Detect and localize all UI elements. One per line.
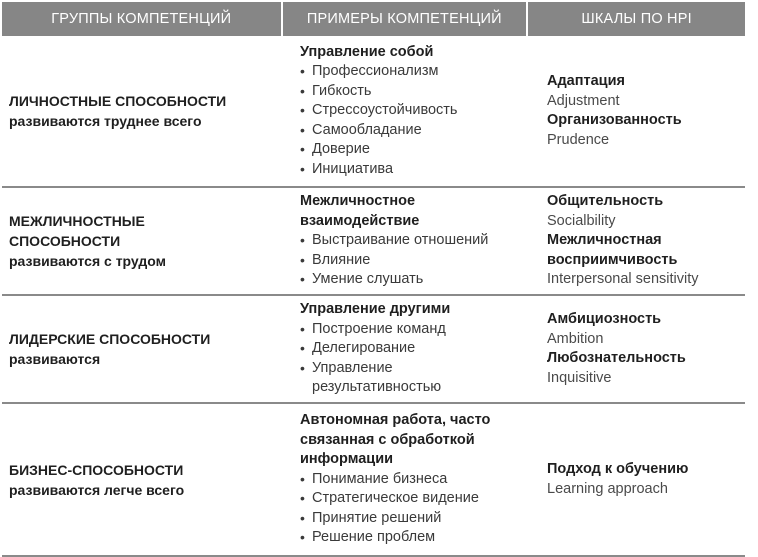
examples-list <box>300 320 527 398</box>
scale-name-en: Adjustment <box>547 92 620 109</box>
examples-title: Управление другими <box>300 301 451 318</box>
bullet-dot-icon: • <box>300 320 305 337</box>
group-title: ЛИДЕРСКИЕ СПОСОБНОСТИ <box>9 331 211 347</box>
list-item: • Доверие <box>300 140 527 160</box>
examples-cell <box>282 188 527 294</box>
examples-list <box>300 231 527 290</box>
group-subtitle: развиваются труднее всего <box>9 113 202 129</box>
list-item: • Построение команд <box>300 320 527 340</box>
bullet-dot-icon: • <box>300 490 305 507</box>
examples-cell <box>282 36 527 186</box>
list-item: • Самообладание <box>300 121 527 141</box>
scale-name-ru: Общительность <box>547 193 664 210</box>
scale-name-en: Learning approach <box>547 480 668 497</box>
group-title: ЛИЧНОСТНЫЕ СПОСОБНОСТИ <box>9 93 227 109</box>
competency-table <box>2 2 745 557</box>
group-subtitle: развиваются с трудом <box>9 253 166 269</box>
examples-title: Межличностное <box>300 193 416 210</box>
group-cell <box>2 296 282 402</box>
scale-name-en: Interpersonal sensitivity <box>547 271 699 288</box>
scales-cell <box>527 188 745 294</box>
scale-name-en: Prudence <box>547 131 610 148</box>
group-subtitle: развиваются <box>9 351 101 367</box>
examples-title: информации <box>300 451 394 468</box>
list-item: • Управление результативностью <box>300 359 442 396</box>
bullet-dot-icon: • <box>300 82 305 99</box>
scale-name-ru: Подход к обучению <box>547 461 689 477</box>
examples-cell <box>282 404 527 555</box>
scale-name-en: Ambition <box>547 330 604 347</box>
list-item: • Понимание бизнеса <box>300 470 527 490</box>
list-item: • Стрессоустойчивость <box>300 101 527 121</box>
scale-name-ru: Амбициозность <box>547 311 662 327</box>
header-competency-groups: ГРУППЫ КОМПЕТЕНЦИЙ <box>51 11 232 27</box>
bullet-dot-icon: • <box>300 359 305 376</box>
group-title: МЕЖЛИЧНОСТНЫЕ <box>9 213 145 229</box>
group-subtitle: развиваются легче всего <box>9 481 185 498</box>
group-title: БИЗНЕС-СПОСОБНОСТИ <box>9 461 184 478</box>
scale-name-ru: Любознательность <box>547 350 686 366</box>
bullet-dot-icon: • <box>300 251 305 268</box>
examples-title: Автономная работа, часто <box>300 412 491 429</box>
bullet-dot-icon: • <box>300 102 305 119</box>
examples-title: связанная с обработкой <box>300 431 475 448</box>
list-item: • Профессионализм <box>300 62 527 82</box>
scale-name-ru: восприимчивость <box>547 251 678 268</box>
list-item: • Решение проблем <box>300 528 527 548</box>
bullet-dot-icon: • <box>300 271 305 288</box>
scales-cell <box>527 404 745 555</box>
bullet-dot-icon: • <box>300 470 305 487</box>
group-title: СПОСОБНОСТИ <box>9 233 121 249</box>
group-cell <box>2 404 282 555</box>
table-row <box>2 36 745 186</box>
examples-list <box>300 470 527 548</box>
scale-name-ru: Адаптация <box>547 73 625 89</box>
list-item: • Стратегическое видение <box>300 489 527 509</box>
bullet-dot-icon: • <box>300 160 305 177</box>
bullet-dot-icon: • <box>300 232 305 249</box>
scale-name-en: Inquisitive <box>547 369 612 386</box>
scales-cell <box>527 36 745 186</box>
bullet-dot-icon: • <box>300 509 305 526</box>
list-item: • Гибкость <box>300 82 527 102</box>
table-row <box>2 402 745 555</box>
table-row <box>2 294 745 402</box>
list-item: • Влияние <box>300 251 527 271</box>
group-cell <box>2 36 282 186</box>
bullet-dot-icon: • <box>300 121 305 138</box>
scale-name-ru: Межличностная <box>547 232 662 249</box>
scale-name-en: Socialbility <box>547 212 616 229</box>
list-item: • Инициатива <box>300 160 527 180</box>
header-hpi-scales: ШКАЛЫ ПО HPI <box>526 2 745 36</box>
scale-name-ru: Организованность <box>547 112 682 128</box>
header-competency-examples: ПРИМЕРЫ КОМПЕТЕНЦИЙ <box>281 2 527 36</box>
table-header <box>2 2 745 36</box>
list-item: • Делегирование <box>300 339 527 359</box>
examples-title: взаимодействие <box>300 212 420 229</box>
examples-title: Управление собой <box>300 43 434 60</box>
list-item: • Умение слушать <box>300 270 527 290</box>
bullet-dot-icon: • <box>300 529 305 546</box>
examples-cell <box>282 296 527 402</box>
scales-cell <box>527 296 745 402</box>
list-item: • Принятие решений <box>300 509 527 529</box>
list-item: • Выстраивание отношений <box>300 231 527 251</box>
bullet-dot-icon: • <box>300 141 305 158</box>
bullet-dot-icon: • <box>300 63 305 80</box>
table-row <box>2 186 745 294</box>
examples-list <box>300 62 527 179</box>
bullet-dot-icon: • <box>300 340 305 357</box>
group-cell <box>2 188 282 294</box>
